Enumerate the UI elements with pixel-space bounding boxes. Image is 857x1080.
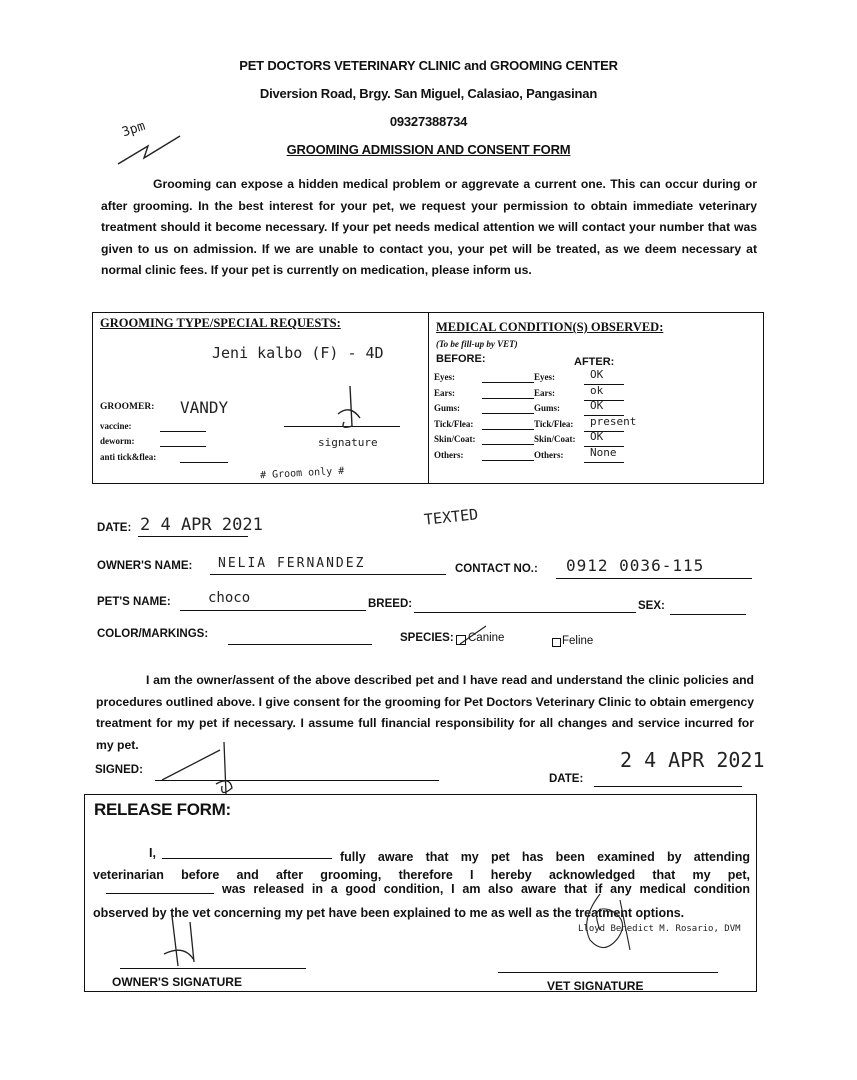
medical-before-field[interactable] bbox=[482, 444, 534, 445]
medical-after-value[interactable]: OK bbox=[590, 399, 604, 412]
pet-name-value[interactable]: choco bbox=[208, 590, 251, 606]
release-owner-signature-scribble bbox=[160, 914, 220, 974]
after-label: AFTER: bbox=[574, 356, 615, 368]
medical-after-value[interactable]: None bbox=[590, 445, 617, 459]
pet-name-label: PET'S NAME: bbox=[97, 596, 171, 608]
medical-after-value[interactable]: ok bbox=[590, 383, 604, 397]
breed-label: BREED: bbox=[368, 598, 413, 610]
medical-after-label: Skin/Coat: bbox=[534, 434, 576, 444]
species-canine-label: Canine bbox=[468, 632, 505, 644]
medical-heading: MEDICAL CONDITION(S) OBSERVED: bbox=[436, 320, 664, 334]
signature-note: signature bbox=[318, 436, 378, 449]
handwritten-time: 3pm bbox=[120, 118, 148, 141]
texted-note: TEXTED bbox=[423, 505, 479, 529]
medical-before-label: Gums: bbox=[434, 403, 461, 413]
medical-after-value[interactable]: OK bbox=[590, 430, 604, 443]
groomer-signature-scribble bbox=[330, 384, 370, 434]
owner-name-label: OWNER'S NAME: bbox=[97, 560, 193, 572]
form-title: GROOMING ADMISSION AND CONSENT FORM bbox=[286, 142, 571, 157]
owner-signature-line[interactable] bbox=[120, 968, 306, 969]
antitick-field[interactable] bbox=[180, 462, 228, 463]
owner-name-value[interactable]: NELIA FERNANDEZ bbox=[218, 556, 366, 571]
consent-paragraph: I am the owner/assent of the above described pet and I have read and understand the clinic policies and procedures outlined above. I give consent for the grooming for Pet Doctors Veterinary Clinic to obtain emergency treatment for my pet if necessary. I assume full financial responsibility for all changes and service incurred for my pet. bbox=[96, 673, 754, 752]
medical-before-label: Eyes: bbox=[434, 372, 455, 382]
species-feline-label: Feline bbox=[562, 635, 594, 647]
contact-label: CONTACT NO.: bbox=[455, 563, 538, 575]
groomer-label: GROOMER: bbox=[100, 402, 155, 412]
medical-after-label: Gums: bbox=[534, 403, 561, 413]
antitick-label: anti tick&flea: bbox=[100, 452, 157, 462]
box-divider bbox=[428, 312, 429, 484]
grooming-request: Jeni kalbo (F) - 4D bbox=[212, 344, 384, 362]
deworm-label: deworm: bbox=[100, 436, 135, 446]
medical-after-value[interactable]: present bbox=[590, 414, 637, 428]
sex-label: SEX: bbox=[638, 600, 665, 612]
deworm-field[interactable] bbox=[160, 446, 206, 447]
release-line-3: was released in a good condition, I am also aware that if any medical condition bbox=[222, 882, 750, 896]
release-line-1: fully aware that my pet has been examined by attending bbox=[340, 850, 750, 864]
release-pet-field[interactable] bbox=[106, 893, 214, 894]
medical-before-field[interactable] bbox=[482, 429, 534, 430]
grooming-heading: GROOMING TYPE/SPECIAL REQUESTS: bbox=[100, 316, 341, 330]
date-value[interactable]: 2 4 APR 2021 bbox=[140, 515, 263, 535]
medical-before-label: Ears: bbox=[434, 387, 455, 398]
vaccine-field[interactable] bbox=[160, 431, 206, 432]
medical-before-field[interactable] bbox=[482, 382, 534, 383]
release-line-4: observed by the vet concerning my pet have been explained to me as well as the treatment options. bbox=[93, 906, 685, 920]
signed-label: SIGNED: bbox=[95, 764, 143, 776]
medical-before-label: Others: bbox=[434, 449, 464, 460]
contact-line bbox=[556, 578, 752, 579]
medical-before-field[interactable] bbox=[482, 413, 534, 414]
before-label: BEFORE: bbox=[436, 353, 486, 365]
color-label: COLOR/MARKINGS: bbox=[97, 628, 209, 640]
breed-field[interactable] bbox=[414, 612, 636, 613]
release-heading: RELEASE FORM: bbox=[94, 800, 231, 819]
release-line-2: veterinarian before and after grooming, therefore I hereby acknowledged that my pet, bbox=[93, 868, 750, 882]
sex-field[interactable] bbox=[670, 614, 746, 615]
clinic-address: Diversion Road, Brgy. San Miguel, Calasiao, Pangasinan bbox=[259, 86, 598, 101]
medical-before-label: Skin/Coat: bbox=[434, 434, 476, 444]
signature-date-line bbox=[594, 786, 742, 787]
signature-date-value[interactable]: 2 4 APR 2021 bbox=[620, 748, 765, 772]
clinic-phone: 09327388734 bbox=[389, 114, 468, 129]
medical-after-field bbox=[584, 462, 624, 463]
medical-before-field[interactable] bbox=[482, 460, 534, 461]
pet-name-line bbox=[180, 610, 366, 611]
contact-value[interactable]: 0912 0036-115 bbox=[566, 556, 705, 575]
medical-before-field[interactable] bbox=[482, 398, 534, 399]
groom-only-note: # Groom only # bbox=[259, 465, 345, 482]
medical-subheading: (To be fill-up by VET) bbox=[436, 339, 518, 349]
date-field-line bbox=[138, 536, 248, 537]
medical-after-label: Eyes: bbox=[534, 372, 555, 382]
vaccine-label: vaccine: bbox=[100, 421, 132, 431]
medical-after-value[interactable]: OK bbox=[590, 368, 604, 381]
color-field[interactable] bbox=[228, 644, 372, 645]
medical-after-label: Tick/Flea: bbox=[534, 418, 574, 429]
species-label: SPECIES: bbox=[400, 632, 454, 644]
medical-after-label: Ears: bbox=[534, 387, 555, 398]
medical-row bbox=[434, 445, 760, 466]
time-checkmark-scribble bbox=[110, 128, 190, 168]
species-feline-checkbox[interactable] bbox=[552, 638, 561, 647]
date-label: DATE: bbox=[97, 522, 132, 534]
canine-check-mark bbox=[456, 624, 492, 648]
medical-after-label: Others: bbox=[534, 449, 564, 460]
release-i: I, bbox=[149, 846, 156, 860]
owner-signature-label: OWNER'S SIGNATURE bbox=[112, 975, 242, 989]
release-name-field[interactable] bbox=[162, 858, 332, 859]
groomer-value[interactable]: VANDY bbox=[180, 398, 229, 417]
vet-stamp-name: Lloyd Benedict M. Rosario, DVM bbox=[578, 924, 741, 934]
owner-name-line bbox=[210, 574, 446, 575]
vet-signature-line[interactable] bbox=[498, 972, 718, 973]
signature-date-label: DATE: bbox=[549, 773, 584, 785]
owner-signature-scribble bbox=[160, 740, 260, 800]
medical-rows bbox=[434, 368, 760, 465]
medical-before-label: Tick/Flea: bbox=[434, 418, 474, 429]
vet-signature-scribble bbox=[570, 890, 660, 960]
intro-paragraph: Grooming can expose a hidden medical problem or aggrevate a current one. This can occur during or after grooming. In the best interest for your pet, we request your permission to obtain immediate veterinary treatment should it become necessary. If your pet needs medical attention we will contact your number that was given to us on admission. If we are unable to contact you, your pet will be treated, as we deem necessary at normal clinic fees. If your pet is currently on medication, please inform us. bbox=[101, 177, 757, 277]
clinic-name: PET DOCTORS VETERINARY CLINIC and GROOMING CENTER bbox=[239, 58, 618, 73]
vet-signature-label: VET SIGNATURE bbox=[547, 979, 644, 993]
